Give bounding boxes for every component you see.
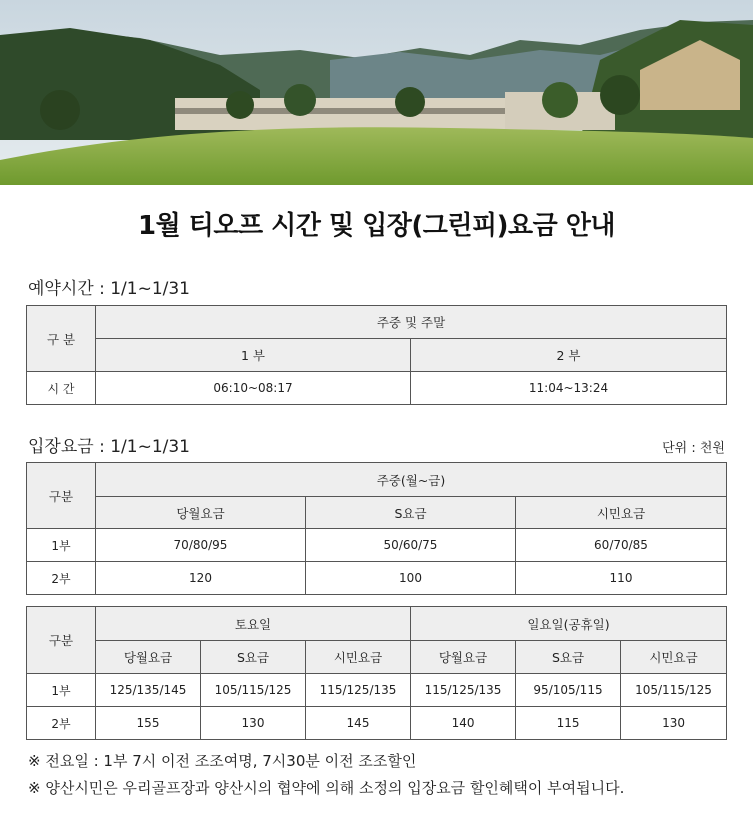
fee-cell: 50/60/75	[306, 529, 516, 562]
fee-cell: 130	[201, 707, 306, 740]
weekend-fee-table	[26, 606, 727, 740]
header-citizen-fee: 시민요금	[306, 641, 411, 674]
header-saturday: 토요일	[96, 607, 411, 641]
row-label: 1부	[27, 674, 96, 707]
header-sunday-holiday: 일요일(공휴일)	[411, 607, 727, 641]
fee-cell: 115/125/135	[306, 674, 411, 707]
table-row	[27, 529, 727, 562]
table-row	[27, 562, 727, 595]
header-monthly-fee: 당월요금	[411, 641, 516, 674]
header-monthly-fee: 당월요금	[96, 641, 201, 674]
fee-cell: 105/115/125	[621, 674, 727, 707]
note-early-discount: ※ 전요일 : 1부 7시 이전 조조여명, 7시30분 이전 조조할인	[28, 752, 417, 770]
fee-cell: 115	[516, 707, 621, 740]
header-part-1: 1 부	[96, 339, 411, 372]
weekday-fee-table	[26, 462, 727, 595]
table-row	[27, 707, 727, 740]
fee-label: 입장요금 : 1/1~1/31	[28, 437, 191, 457]
header-category: 구 분	[27, 306, 96, 372]
fee-cell: 110	[516, 562, 727, 595]
header-citizen-fee: 시민요금	[621, 641, 727, 674]
fee-cell: 120	[96, 562, 306, 595]
fee-cell: 70/80/95	[96, 529, 306, 562]
header-s-fee: S요금	[516, 641, 621, 674]
notes	[28, 748, 624, 802]
row-label: 1부	[27, 529, 96, 562]
note-citizen-discount: ※ 양산시민은 우리골프장과 양산시의 협약에 의해 소정의 입장요금 할인혜택이 부여됩니다.	[28, 779, 625, 797]
fee-cell: 105/115/125	[201, 674, 306, 707]
fee-cell: 115/125/135	[411, 674, 516, 707]
time-part-2: 11:04~13:24	[411, 372, 727, 405]
header-monthly-fee: 당월요금	[96, 497, 306, 529]
fee-cell: 95/105/115	[516, 674, 621, 707]
unit-label: 단위 : 천원	[662, 441, 725, 456]
row-label: 2부	[27, 707, 96, 740]
golf-course-banner-image	[0, 0, 753, 185]
header-part-2: 2 부	[411, 339, 727, 372]
header-weekday: 주중(월~금)	[96, 463, 727, 497]
fee-cell: 155	[96, 707, 201, 740]
header-weekday-weekend: 주중 및 주말	[96, 306, 727, 339]
row-label: 2부	[27, 562, 96, 595]
fee-cell: 100	[306, 562, 516, 595]
table-row	[27, 674, 727, 707]
header-s-fee: S요금	[201, 641, 306, 674]
header-category: 구분	[27, 463, 96, 529]
reservation-time-label: 예약시간 : 1/1~1/31	[28, 279, 191, 299]
fee-cell: 125/135/145	[96, 674, 201, 707]
reservation-time-table	[26, 305, 727, 405]
fee-cell: 140	[411, 707, 516, 740]
fee-cell: 145	[306, 707, 411, 740]
fee-cell: 60/70/85	[516, 529, 727, 562]
header-s-fee: S요금	[306, 497, 516, 529]
time-part-1: 06:10~08:17	[96, 372, 411, 405]
row-label-time: 시 간	[27, 372, 96, 405]
header-category: 구분	[27, 607, 96, 674]
page-title: 1월 티오프 시간 및 입장(그린피)요금 안내	[138, 211, 615, 241]
fee-cell: 130	[621, 707, 727, 740]
header-citizen-fee: 시민요금	[516, 497, 727, 529]
